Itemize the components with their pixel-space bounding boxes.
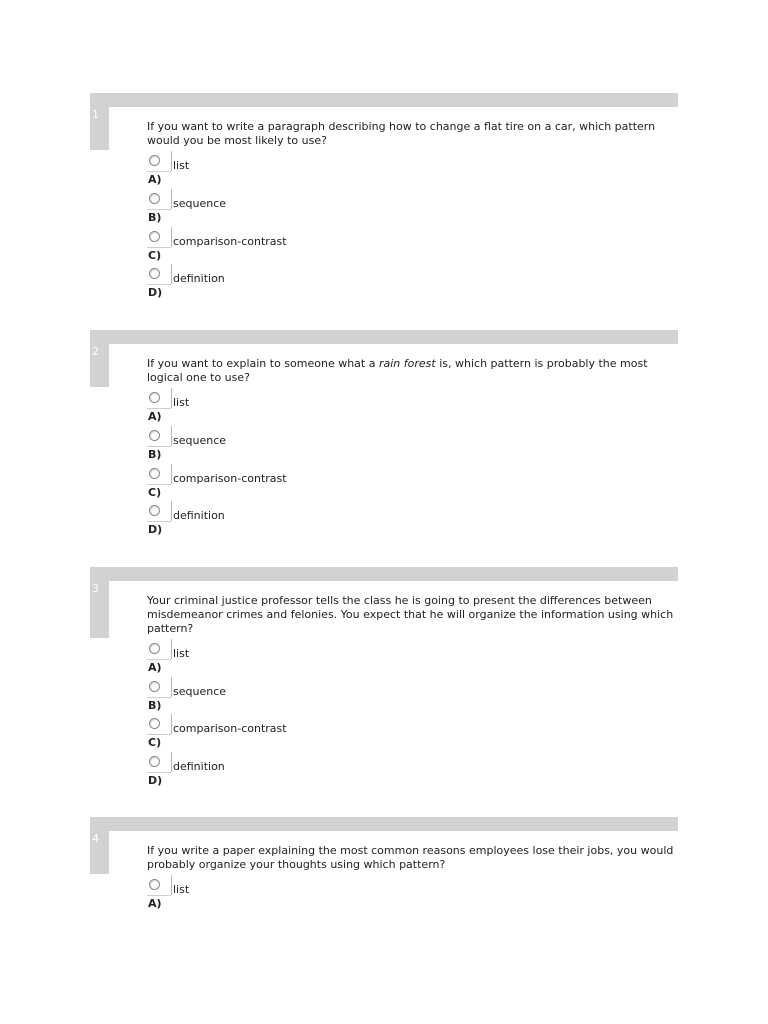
option-letter: C) [148, 486, 162, 499]
divider [171, 426, 172, 446]
divider [147, 284, 171, 285]
option-letter: C) [148, 249, 162, 262]
option-letter: A) [148, 410, 162, 423]
divider [171, 464, 172, 484]
radio-button[interactable] [149, 155, 160, 166]
option-letter: C) [148, 736, 162, 749]
divider [147, 659, 171, 660]
divider [147, 408, 171, 409]
option-label: list [173, 159, 190, 172]
option-d[interactable] [147, 268, 447, 306]
option-letter: A) [148, 661, 162, 674]
emphasized-term: rain forest [378, 357, 436, 370]
radio-button[interactable] [149, 756, 160, 767]
question-number: 2 [92, 345, 99, 358]
divider [171, 501, 172, 521]
divider [171, 714, 172, 734]
option-label: sequence [173, 434, 227, 447]
divider [147, 734, 171, 735]
divider [147, 772, 171, 773]
divider [171, 151, 172, 171]
option-letter: A) [148, 173, 162, 186]
option-a[interactable] [147, 392, 447, 430]
divider [147, 484, 171, 485]
option-a[interactable] [147, 643, 447, 681]
divider [147, 446, 171, 447]
radio-button[interactable] [149, 681, 160, 692]
option-letter: B) [148, 699, 162, 712]
option-c[interactable] [147, 718, 447, 756]
question-number-bar [90, 330, 109, 387]
question-number: 3 [92, 582, 99, 595]
question-text: If you write a paper explaining the most common reasons employees lose their jobs, you would probably organize your thoughts using which pattern? [147, 844, 674, 871]
question-number: 1 [92, 108, 99, 121]
divider [171, 677, 172, 697]
question-text: Your criminal justice professor tells the class he is going to present the differences between misdemeanor crimes and felonies. You expect that he will organize the information using which pattern? [147, 594, 674, 635]
option-b[interactable] [147, 430, 447, 468]
option-label: definition [173, 760, 225, 773]
option-d[interactable] [147, 505, 447, 543]
radio-button[interactable] [149, 468, 160, 479]
question-text: If you want to write a paragraph describing how to change a flat tire on a car, which pattern would you be most likely to use? [147, 120, 656, 147]
option-label: list [173, 647, 190, 660]
option-b[interactable] [147, 193, 447, 231]
question-number-bar [90, 567, 109, 638]
question-header-bar [90, 567, 678, 581]
option-label: definition [173, 272, 225, 285]
option-label: list [173, 396, 190, 409]
divider [171, 639, 172, 659]
divider [147, 247, 171, 248]
option-a[interactable] [147, 155, 447, 193]
radio-button[interactable] [149, 193, 160, 204]
radio-button[interactable] [149, 505, 160, 516]
option-label: sequence [173, 197, 227, 210]
divider [171, 264, 172, 284]
radio-button[interactable] [149, 718, 160, 729]
divider [171, 227, 172, 247]
option-b[interactable] [147, 681, 447, 719]
radio-button[interactable] [149, 643, 160, 654]
divider [171, 189, 172, 209]
divider [171, 388, 172, 408]
option-letter: D) [148, 286, 163, 299]
option-letter: D) [148, 774, 163, 787]
divider [171, 875, 172, 895]
divider [147, 697, 171, 698]
divider [147, 521, 171, 522]
option-letter: A) [148, 897, 162, 910]
question-number: 4 [92, 832, 99, 845]
option-label: list [173, 883, 190, 896]
question-header-bar [90, 93, 678, 107]
question-text: If you want to explain to someone what a rain forest is, which pattern is probably the most logical one to use? [147, 357, 648, 384]
option-letter: B) [148, 448, 162, 461]
option-c[interactable] [147, 468, 447, 506]
radio-button[interactable] [149, 231, 160, 242]
option-label: comparison-contrast [173, 722, 287, 735]
option-d[interactable] [147, 756, 447, 794]
option-label: sequence [173, 685, 227, 698]
radio-button[interactable] [149, 879, 160, 890]
divider [147, 895, 171, 896]
question-header-bar [90, 330, 678, 344]
option-letter: B) [148, 211, 162, 224]
question-number-bar [90, 93, 109, 150]
radio-button[interactable] [149, 430, 160, 441]
option-label: comparison-contrast [173, 472, 287, 485]
option-label: comparison-contrast [173, 235, 287, 248]
option-label: definition [173, 509, 225, 522]
question-header-bar [90, 817, 678, 831]
option-letter: D) [148, 523, 163, 536]
radio-button[interactable] [149, 392, 160, 403]
divider [147, 209, 171, 210]
question-number-bar [90, 817, 109, 874]
divider [147, 171, 171, 172]
divider [171, 752, 172, 772]
option-c[interactable] [147, 231, 447, 269]
option-a[interactable] [147, 879, 447, 917]
radio-button[interactable] [149, 268, 160, 279]
